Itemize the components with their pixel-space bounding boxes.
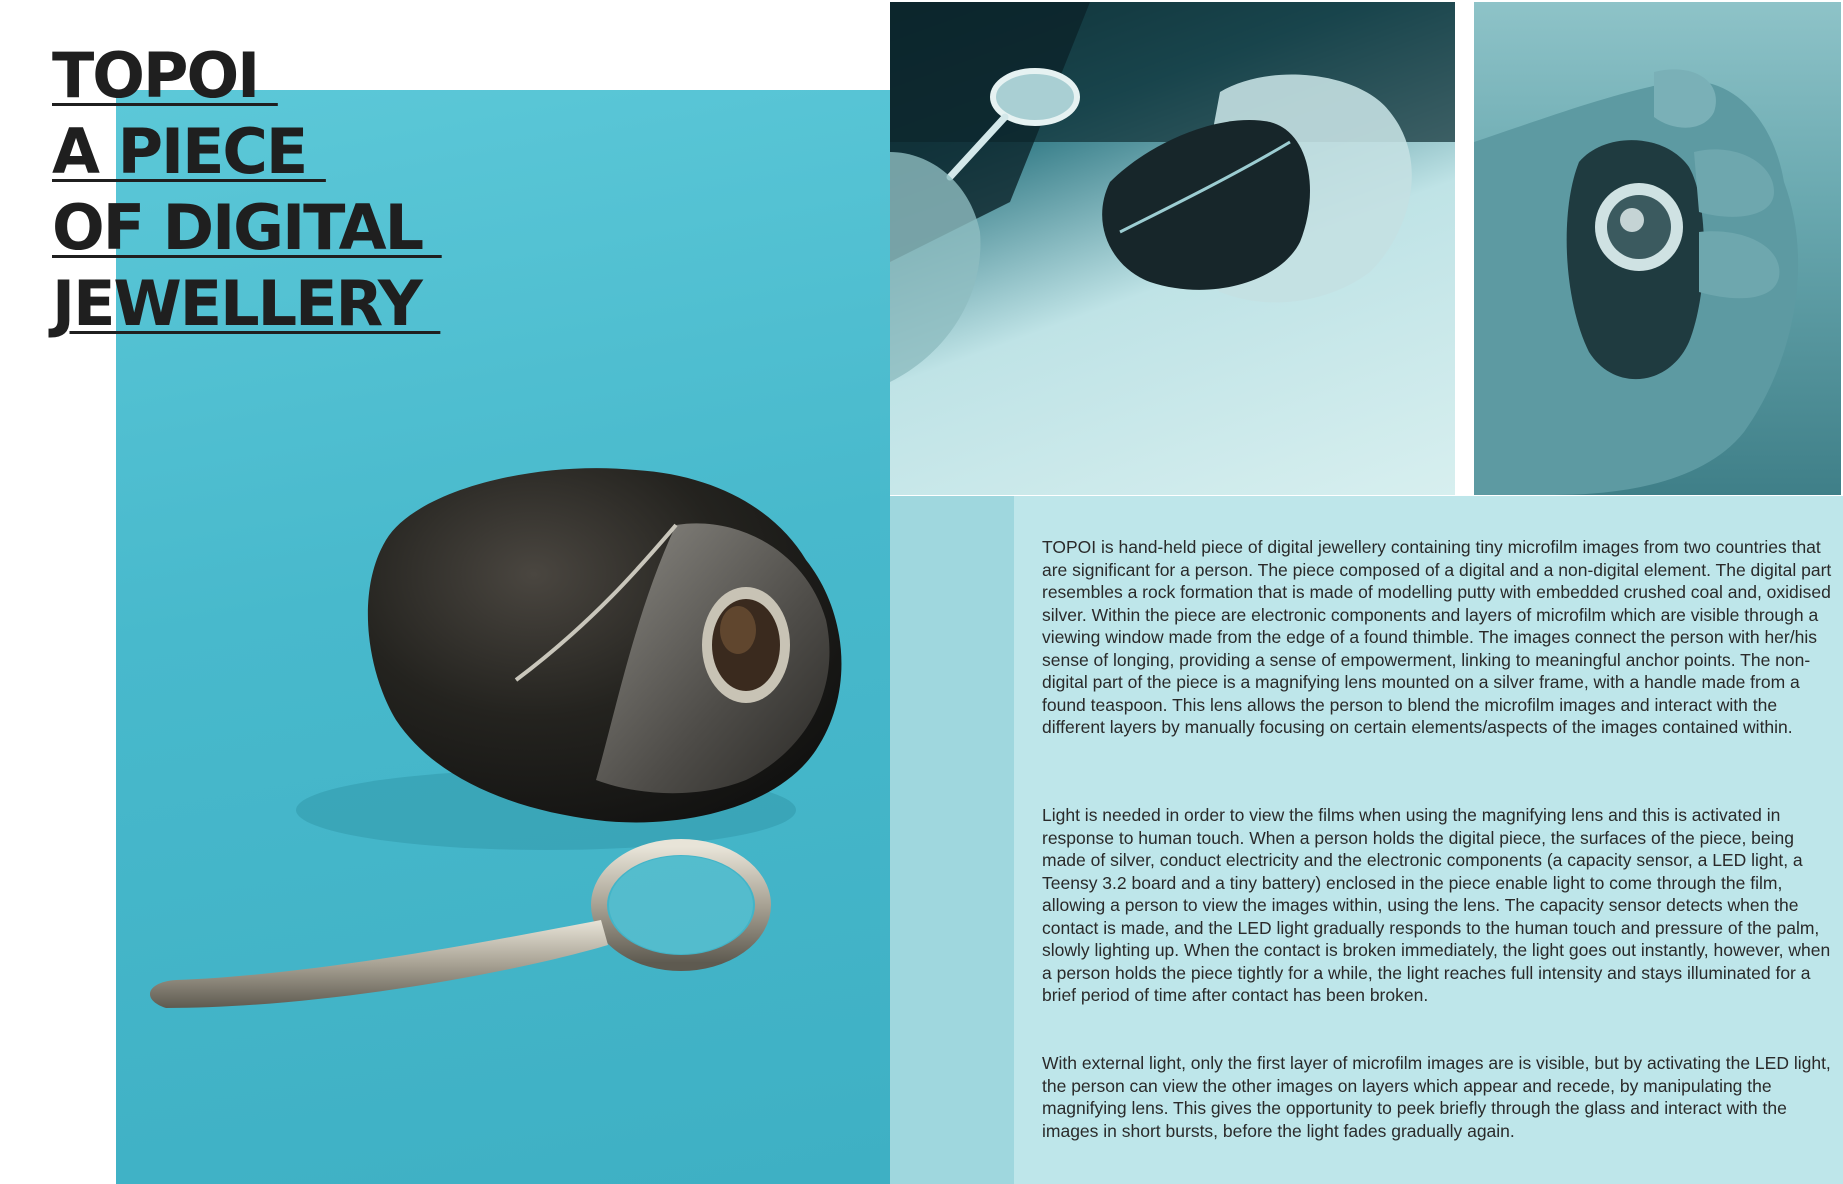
body-paragraph-2: Light is needed in order to view the films when using the magnifying lens and this is activated in response to human touch. When a person holds the digital piece, the surfaces of the piece, being made of silver, conduct electricity and the electronic components (a capacity sensor, a LED light, a Teensy 3.2 board and a tiny battery) enclosed in the piece enable light to come through the film, allowing a person to view the images within, using the lens. The capacity sensor detects when the contact is made, and the LED light gradually responds to the human touch and pressure of the palm, slowly lighting up. When the contact is broken immediately, the light goes out instantly, however, when a person holds the piece tightly for a while, the light reaches full intensity and stays illuminated for a brief period of time after contact has been broken. [1042, 805, 1831, 1005]
hand-grip-illustration [1474, 2, 1841, 495]
title-line-2: A PIECE [52, 115, 326, 188]
photo-hand-grip [1474, 2, 1841, 495]
title-line-3: OF DIGITAL [52, 191, 442, 264]
title-line-1: TOPOI [52, 39, 278, 112]
rock-in-hand [1102, 120, 1310, 290]
photo-hand-with-lens [890, 2, 1455, 495]
hand-lens-illustration [890, 2, 1455, 495]
lens-glass [609, 856, 753, 954]
title-line-4: JEWELLERY [52, 267, 441, 340]
page-title [52, 38, 442, 342]
text-panel [1014, 496, 1843, 1184]
body-paragraph-3: With external light, only the first layer of microfilm images are is visible, but by activating the LED light, the person can view the other images on layers which appear and recede, by manipulating the magnifying lens. This gives the opportunity to peek briefly through the glass and interact with the images in short bursts, before the light fades gradually again. [1042, 1053, 1831, 1141]
body-paragraph-1: TOPOI is hand-held piece of digital jewellery containing tiny microfilm images from two countries that are significant for a person. The piece composed of a digital and a non-digital element. The digital part resembles a rock formation that is made of modelling putty with embedded crushed coal and, oxidised silver. Within the piece are electronic components and layers of microfilm which are visible through a viewing window made from the edge of a found thimble. The images connect the person with her/his sense of longing, providing a sense of empowerment, linking to meaningful anchor points. The non-digital part of the piece is a magnifying lens mounted on a silver frame, with a handle made from a found teaspoon. This lens allows the person to blend the microfilm images and interact with the different layers by manually focusing on certain elements/aspects of the images contained within. [1042, 537, 1832, 737]
text-panel-strip [890, 496, 1014, 1184]
spoon-handle [150, 920, 608, 1008]
